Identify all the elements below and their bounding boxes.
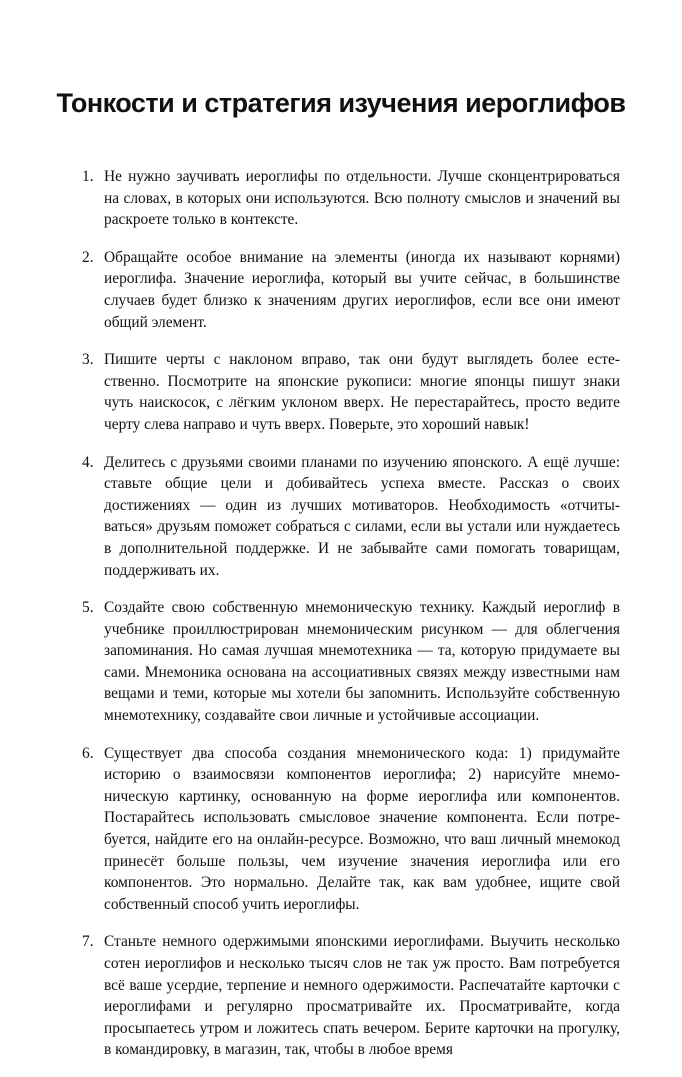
list-item-number: 6. bbox=[82, 744, 94, 762]
list-item-text: Существует два способа создания мнемонического кода: 1) придумайте историю о взаимосвязи компонентов иероглифа; 2) нарисуйте мнемоническую картинку, основанную на форме иероглифа или компонентов. Постарайтесь использовать смысловое значение компонента. Если потребуется, найдите его на онлайн-ресурсе. Возможно, что ваш личный мнемокод принесёт больше пользы, чем изучение значения иероглифа или его компонентов. Это нормально. Делайте так, как вам удобнее, ищите свой собственный способ учить иероглифы. bbox=[104, 744, 620, 913]
page-title: Тонкости и стратегия изучения иероглифов bbox=[56, 88, 626, 118]
list-item-text: Станьте немного одержимыми японскими иероглифами. Выучить несколько сотен иероглифов и несколько тысяч слов не так уж просто. Вам потребуется всё ваше усердие, терпение и немного одержимости. Распечатайте карточки с иероглифами и регулярно просматривайте их. Просматривайте, когда просыпаетесь утром и ложитесь спать вечером. Берите карточки на прогулку, в командировку, в магазин, так, чтобы в любое время bbox=[104, 933, 620, 1059]
list-item bbox=[82, 597, 620, 727]
list-item bbox=[82, 166, 620, 231]
list-item-number: 4. bbox=[82, 453, 94, 471]
list-item bbox=[82, 247, 620, 333]
list-item bbox=[82, 931, 620, 1061]
list-item-number: 1. bbox=[82, 168, 94, 185]
list-item bbox=[82, 452, 620, 582]
list-item bbox=[82, 743, 620, 916]
list-item-number: 3. bbox=[82, 351, 94, 369]
list-item bbox=[82, 349, 620, 435]
tips-list bbox=[82, 166, 620, 1077]
list-item-text: Создайте свою собственную мнемоническую технику. Каждый иероглиф в учебнике проиллюстрирован мнемоническим рисунком — для облегчения запоминания. Но самая лучшая мнемотехника — та, которую придумаете вы сами. Мнемоника основана на ассоциативных связях между известными нам вещами и теми, которые мы хотели бы запомнить. Используйте собственную мнемотехнику, создавайте свои личные и устойчивые ассоциации. bbox=[104, 599, 620, 725]
list-item-number: 2. bbox=[82, 248, 94, 266]
list-item-number: 5. bbox=[82, 599, 94, 617]
list-item-text: Не нужно заучивать иероглифы по отдельности. Лучше сконцентрироваться на словах, в которых они используются. Всю полноту смыслов и значений вы раскроете только в контексте. bbox=[104, 168, 620, 229]
list-item-text: Обращайте особое внимание на элементы (иногда их называют корнями) иероглифа. Значение иероглифа, который вы учите сейчас, в большинстве случаев будет близко к значениям других иероглифов, если все они имеют общий элемент. bbox=[104, 248, 620, 331]
list-item-text: Пишите черты с наклоном вправо, так они будут выглядеть более естественно. Посмотрите на японские рукописи: многие японцы пишут знаки чуть наискосок, с лёгким уклоном вверх. Не перестарайтесь, просто ведите черту слева направо и чуть вверх. Поверьте, это хороший навык! bbox=[104, 351, 620, 433]
list-item-text: Делитесь с друзьями своими планами по изучению японского. А ещё лучше: ставьте общие цели и добивайтесь успеха вместе. Рассказ о своих достижениях — один из лучших мотиваторов. Необходимость «отчитываться» друзьям поможет собраться с силами, если вы устали или нуждаетесь в дополнительной поддержке. И не забывайте сами помогать товарищам, поддерживать их. bbox=[104, 453, 620, 579]
list-item-number: 7. bbox=[82, 933, 94, 951]
